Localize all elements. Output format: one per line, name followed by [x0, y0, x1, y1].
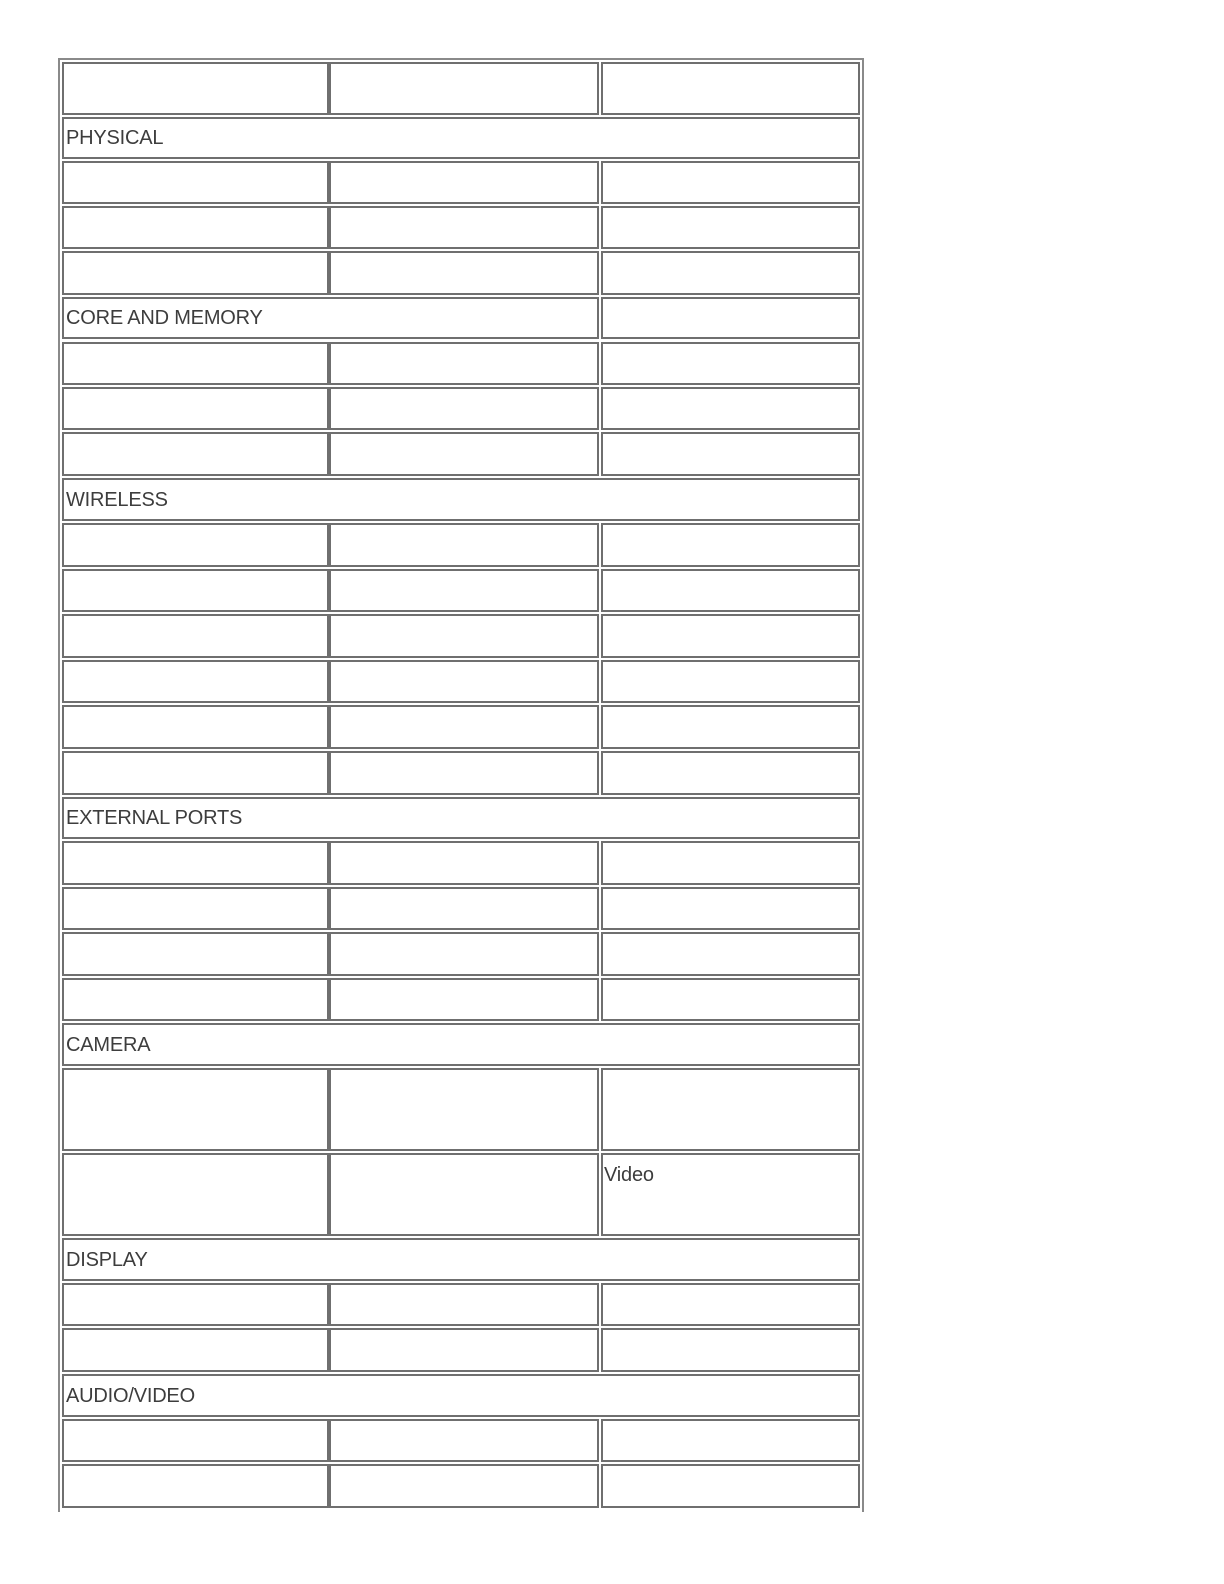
- section-title-physical: PHYSICAL: [66, 127, 164, 149]
- table-cell: [329, 614, 599, 658]
- table-cell: [329, 978, 599, 1021]
- table-cell: [62, 161, 329, 204]
- table-cell: [62, 1419, 329, 1462]
- table-cell: [601, 387, 860, 430]
- table-cell: [601, 841, 860, 885]
- specs-table: [58, 58, 864, 1512]
- table-cell: [62, 705, 329, 749]
- table-cell: [62, 62, 329, 115]
- table-cell: [601, 932, 860, 976]
- table-cell: [62, 978, 329, 1021]
- table-cell: [62, 932, 329, 976]
- camera-video-label: Video: [604, 1164, 654, 1186]
- table-cell: [62, 751, 329, 795]
- table-cell: [329, 887, 599, 930]
- table-cell: [329, 1328, 599, 1372]
- table-cell: [601, 206, 860, 249]
- table-cell: [62, 251, 329, 295]
- table-cell: [601, 614, 860, 658]
- table-cell: [329, 1153, 599, 1236]
- table-cell: [329, 161, 599, 204]
- table-cell: [329, 841, 599, 885]
- section-title-core-and-memory: CORE AND MEMORY: [66, 307, 263, 329]
- table-cell: [601, 297, 860, 339]
- table-cell: [601, 342, 860, 385]
- table-cell: [601, 1283, 860, 1326]
- table-cell: [601, 1068, 860, 1151]
- table-cell: [329, 1464, 599, 1508]
- section-title-wireless: WIRELESS: [66, 488, 168, 511]
- table-cell: [329, 751, 599, 795]
- table-cell: [62, 614, 329, 658]
- table-cell: [62, 887, 329, 930]
- table-cell: [329, 432, 599, 476]
- table-cell: [329, 660, 599, 703]
- table-cell-video: [601, 1153, 860, 1236]
- table-cell: [601, 569, 860, 612]
- table-cell: [601, 251, 860, 295]
- table-cell: [329, 1283, 599, 1326]
- table-cell: [601, 1419, 860, 1462]
- table-cell: [601, 978, 860, 1021]
- table-cell: [62, 1068, 329, 1151]
- table-cell: [601, 432, 860, 476]
- section-row-wireless: [62, 478, 860, 521]
- table-cell: [62, 1283, 329, 1326]
- table-cell: [329, 523, 599, 567]
- section-row-physical: [62, 117, 860, 159]
- table-cell: [329, 62, 599, 115]
- table-cell: [62, 206, 329, 249]
- table-cell: [329, 1068, 599, 1151]
- table-cell: [329, 342, 599, 385]
- section-row-audio-video: [62, 1374, 860, 1417]
- table-cell: [329, 705, 599, 749]
- table-cell: [329, 569, 599, 612]
- table-cell: [601, 1464, 860, 1508]
- table-cell: [601, 751, 860, 795]
- table-cell: [62, 1328, 329, 1372]
- section-row-display: [62, 1238, 860, 1281]
- section-title-display: DISPLAY: [66, 1248, 148, 1271]
- table-cell: [62, 1464, 329, 1508]
- table-cell: [329, 932, 599, 976]
- table-cell: [601, 523, 860, 567]
- table-cell: [601, 660, 860, 703]
- section-row-camera: [62, 1023, 860, 1066]
- table-cell: [62, 342, 329, 385]
- section-title-camera: CAMERA: [66, 1033, 151, 1056]
- table-cell: [62, 660, 329, 703]
- table-cell: [601, 705, 860, 749]
- table-cell: [329, 206, 599, 249]
- table-cell: [329, 387, 599, 430]
- section-title-audio-video: AUDIO/VIDEO: [66, 1384, 195, 1407]
- section-row-external-ports: [62, 797, 860, 839]
- table-cell: [329, 251, 599, 295]
- table-cell: [62, 841, 329, 885]
- table-cell: [601, 1328, 860, 1372]
- table-cell: [62, 432, 329, 476]
- table-cell: [329, 1419, 599, 1462]
- table-cell: [62, 523, 329, 567]
- table-cell: [62, 387, 329, 430]
- section-row-core-and-memory: [62, 297, 599, 339]
- table-cell: [601, 62, 860, 115]
- table-cell: [601, 161, 860, 204]
- table-cell: [62, 569, 329, 612]
- section-title-external-ports: EXTERNAL PORTS: [66, 807, 243, 829]
- table-cell: [62, 1153, 329, 1236]
- table-cell: [601, 887, 860, 930]
